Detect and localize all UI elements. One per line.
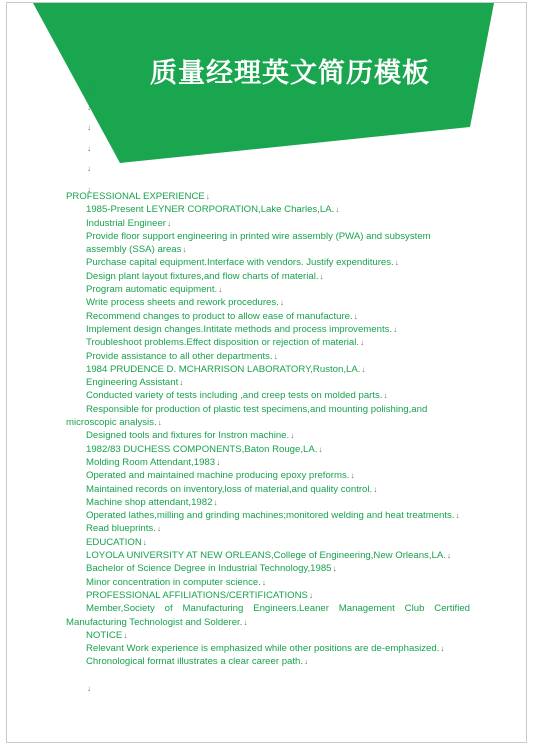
paragraph-mark: ↓ <box>87 164 91 173</box>
paragraph-mark: ↓ <box>87 82 91 91</box>
duty-item: Design plant layout fixtures,and flow charts of material.↓ <box>86 270 324 282</box>
job-header: 1982/83 DUCHESS COMPONENTS,Baton Rouge,LA.↓ <box>86 443 323 455</box>
empty-line <box>66 669 470 682</box>
duty-item: Maintained records on inventory,loss of material,and quality control.↓ <box>86 483 378 495</box>
duty-item: Provide assistance to all other departments.↓ <box>86 350 278 362</box>
duty-item: Designed tools and fixtures for Instron machine.↓ <box>86 430 295 442</box>
duty-item: Conducted variety of tests including ,and creep tests on molded parts.↓ <box>86 390 388 402</box>
duty-item: Implement design changes.Intitate methods and process improvements.↓ <box>86 323 398 335</box>
job-title: Molding Room Attendant,1983↓ <box>86 456 221 468</box>
duty-item: Recommend changes to product to allow ease of manufacture.↓ <box>86 310 358 322</box>
paragraph-mark: ↓ <box>87 102 91 112</box>
job-title: Machine shop attendant,1982↓ <box>86 496 218 508</box>
empty-paragraph-marks <box>87 77 97 200</box>
duty-item: Write process sheets and rework procedures.↓ <box>86 297 284 309</box>
job-header: 1985-Present LEYNER CORPORATION,Lake Charles,LA.↓ <box>86 204 340 216</box>
duty-item: Operated and maintained machine producing epoxy preforms.↓ <box>86 470 355 482</box>
minor: Minor concentration in computer science.↓ <box>86 576 266 588</box>
duty-item: Operated lathes,milling and grinding machines;monitored welding and heat treatments.↓ <box>86 510 460 522</box>
section-heading-affiliations: PROFESSIONAL AFFILIATIONS/CERTIFICATIONS↓ <box>86 589 313 601</box>
paragraph-mark: ↓ <box>87 143 91 153</box>
job-title: Industrial Engineer↓ <box>86 217 171 229</box>
section-heading-experience: PROFESSIONAL EXPERIENCE↓ <box>66 191 210 202</box>
duty-item: Responsible for production of plastic test specimens,and mounting polishing,and microscopic analysis.↓ <box>66 403 428 429</box>
school-name: LOYOLA UNIVERSITY AT NEW ORLEANS,College of Engineering,New Orleans,LA.↓ <box>86 550 451 562</box>
job-header: 1984 PRUDENCE D. MCHARRISON LABORATORY,Ruston,LA.↓ <box>86 363 366 375</box>
duty-item: Provide floor support engineering in printed wire assembly (PWA) and subsystem assembly (SSA) areas↓ <box>86 230 431 256</box>
section-heading-education: EDUCATION↓ <box>86 536 147 548</box>
notice-item: Chronological format illustrates a clear career path.↓ <box>86 656 309 668</box>
title-banner <box>7 3 527 173</box>
notice-item: Relevant Work experience is emphasized while other positions are de-emphasized.↓ <box>86 643 445 655</box>
paragraph-mark: ↓ <box>87 123 91 132</box>
paragraph-mark: ↓ <box>87 184 91 194</box>
section-heading-notice: NOTICE↓ <box>86 629 128 641</box>
resume-body <box>66 190 470 695</box>
duty-item: Purchase capital equipment.Interface with vendors. Justify expenditures.↓ <box>86 257 399 269</box>
duty-item: Program automatic equipment.↓ <box>86 284 223 296</box>
degree: Bachelor of Science Degree in Industrial Technology,1985↓ <box>86 563 337 575</box>
job-title: Engineering Assistant↓ <box>86 377 184 389</box>
duty-item: Read blueprints.↓ <box>86 523 161 535</box>
page-title: 质量经理英文简历模板 <box>150 58 430 89</box>
empty-paragraph-mark: ↓ <box>87 683 91 693</box>
affiliation-item: Member,Society of Manufacturing Engineers.Leaner Management Club Certified Manufacturing Technologist and Solderer.↓ <box>66 603 470 628</box>
document-page <box>6 2 527 743</box>
duty-item: Troubleshoot problems.Effect disposition or rejection of material.↓ <box>86 337 365 349</box>
